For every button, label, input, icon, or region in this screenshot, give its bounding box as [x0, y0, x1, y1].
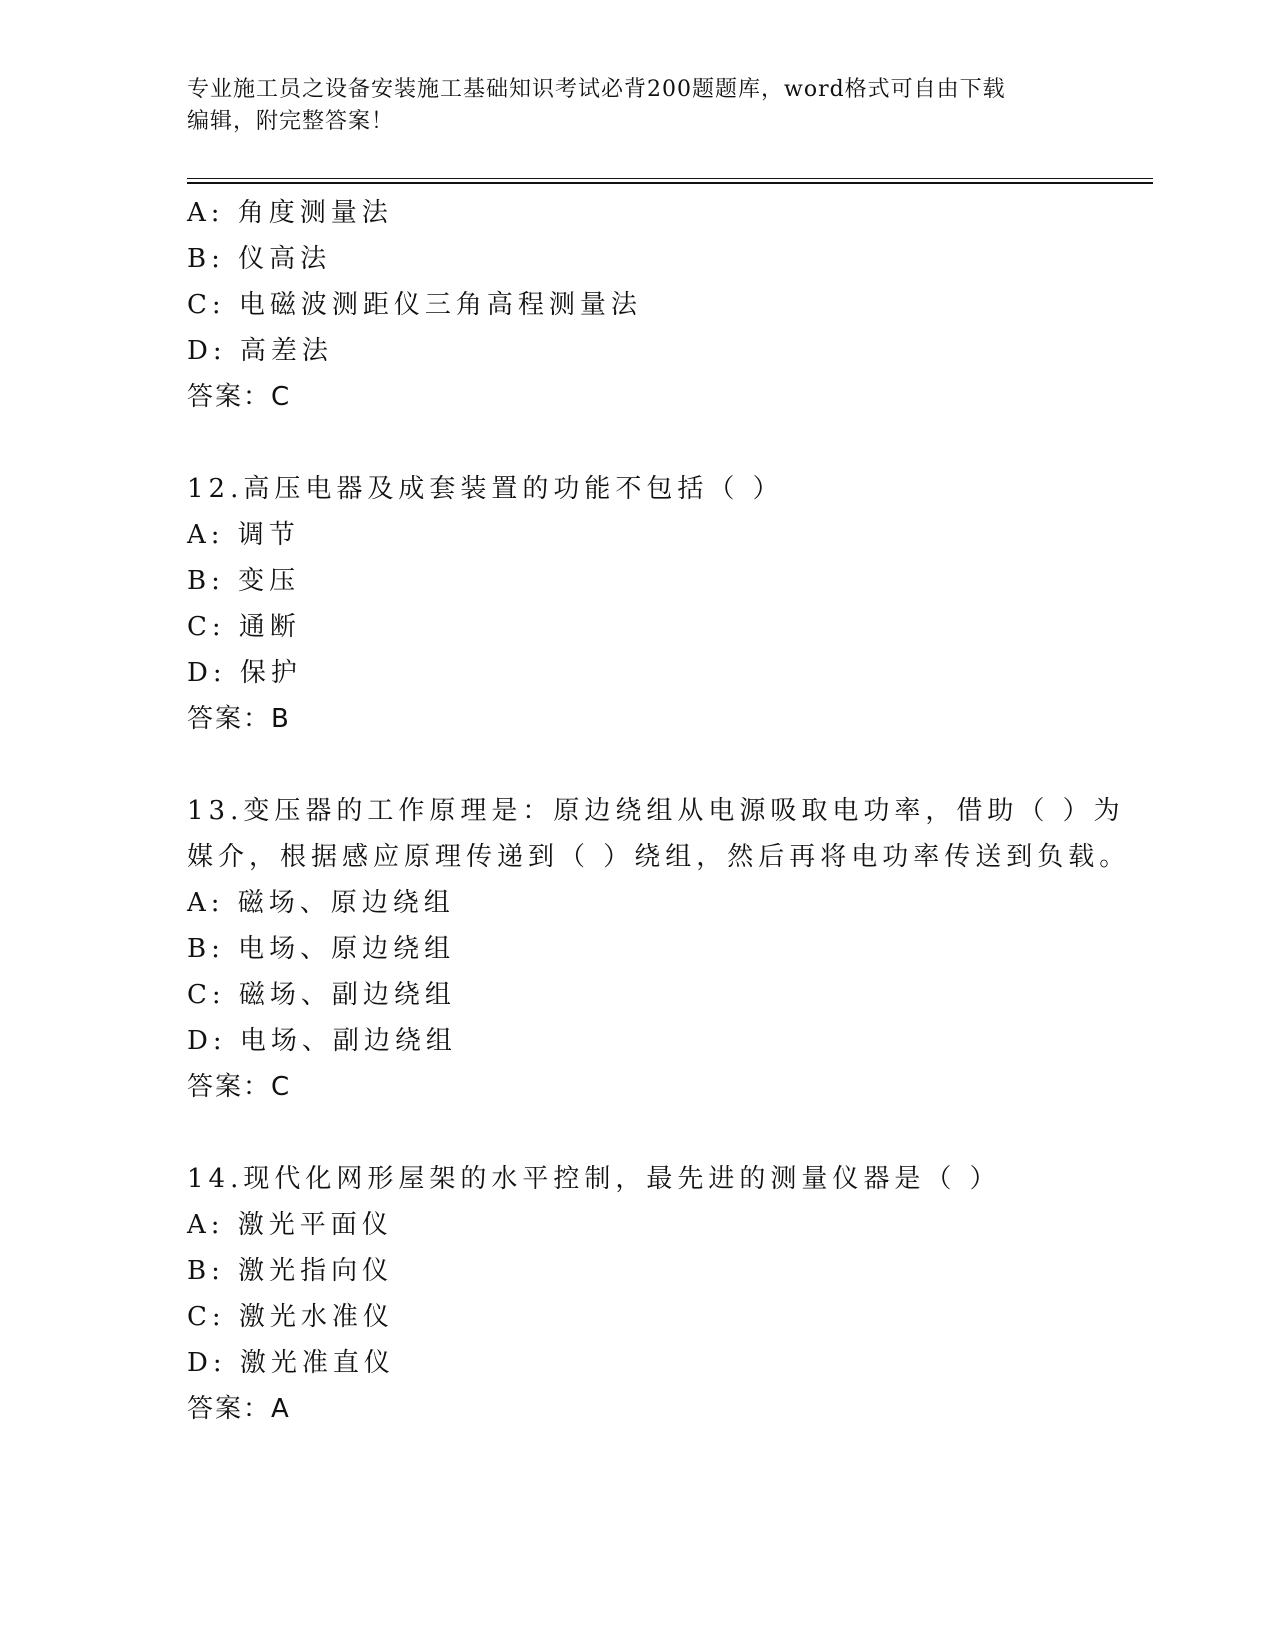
question-text-line-1: 13.变压器的工作原理是：原边绕组从电源吸取电功率，借助（ ）为: [187, 796, 1125, 826]
question-text: 14.现代化网形屋架的水平控制，最先进的测量仪器是（ ）: [187, 1164, 1001, 1194]
option-a: A: 调节: [187, 520, 300, 550]
option-c: C: 电磁波测距仪三角高程测量法: [187, 290, 642, 320]
spacer: [187, 742, 1087, 788]
question-text: 12.高压电器及成套装置的功能不包括（ ）: [187, 474, 784, 504]
spacer: [187, 420, 1087, 466]
option-a: A: 激光平面仪: [187, 1210, 393, 1240]
spacer: [187, 1110, 1087, 1156]
option-b: B: 变压: [187, 566, 301, 596]
header-line-2: 编辑，附完整答案！: [187, 109, 395, 134]
option-d: D: 激光准直仪: [187, 1348, 395, 1378]
option-d: D: 电场、副边绕组: [187, 1026, 457, 1056]
header-divider-thin: [187, 178, 1153, 179]
header-divider-thick: [187, 182, 1153, 184]
question-11: [187, 190, 1087, 420]
answer: 答案：C: [187, 382, 292, 412]
option-a: A: 磁场、原边绕组: [187, 888, 455, 918]
option-b: B: 激光指向仪: [187, 1256, 394, 1286]
question-list: [187, 190, 1131, 1432]
question-text-line-2: 媒介，根据感应原理传递到（ ）绕组，然后再将电功率传送到负载。: [187, 842, 1131, 872]
option-c: C: 通断: [187, 612, 301, 642]
question-13: [187, 788, 1131, 1110]
option-c: C: 激光水准仪: [187, 1302, 394, 1332]
option-a: A: 角度测量法: [187, 198, 393, 228]
option-c: C: 磁场、副边绕组: [187, 980, 456, 1010]
question-14: [187, 1156, 1087, 1432]
option-b: B: 电场、原边绕组: [187, 934, 456, 964]
option-b: B: 仪高法: [187, 244, 332, 274]
answer: 答案：C: [187, 1072, 292, 1102]
option-d: D: 保护: [187, 658, 302, 688]
document-header: [187, 74, 1067, 138]
answer: 答案：A: [187, 1394, 291, 1424]
question-12: [187, 466, 1087, 742]
option-d: D: 高差法: [187, 336, 333, 366]
header-line-1: 专业施工员之设备安装施工基础知识考试必背200题题库，word格式可自由下载: [187, 77, 1006, 102]
answer: 答案：B: [187, 704, 291, 734]
